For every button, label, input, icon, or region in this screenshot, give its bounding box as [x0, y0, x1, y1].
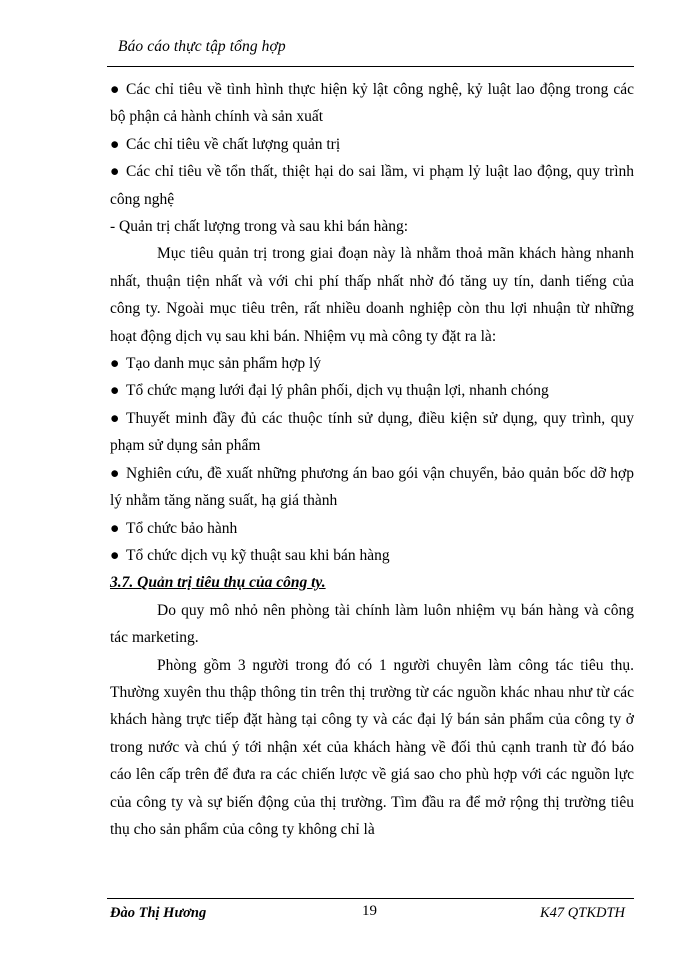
paragraph: Phòng gồm 3 người trong đó có 1 người chuyên làm công tác tiêu thụ. Thường xuyên thu thập thông tin trên thị trường từ các nguồn khác nhau như từ các khách hàng trực tiếp đặt hàng tại công ty và các đại lý bán sản phẩm của công ty ở trong nước và chú ý tới nhận xét của khách hàng về đối thủ cạnh tranh từ đó báo cáo lên cấp trên để đưa ra các chiến lược về giá sao cho phù hợp với các nguồn lực của công ty và sự biến động của thị trường. Tìm đầu ra để mở rộng thị trường tiêu thụ cho sản phẩm của công ty không chỉ là	[110, 656, 634, 838]
bullet-item	[110, 131, 634, 158]
bullet-text: Các chỉ tiêu về tình hình thực hiện kỷ lật công nghệ, kỷ luật lao động trong các bộ phận cả hành chính và sản xuất	[110, 81, 634, 126]
bullet-icon: ●	[110, 464, 120, 482]
bullet-text: Thuyết minh đầy đủ các thuộc tính sử dụng, điều kiện sử dụng, quy trình, quy phạm sử dụng sản phẩm	[110, 409, 634, 455]
header-divider	[107, 66, 634, 67]
bullet-text: Các chỉ tiêu về chất lượng quản trị	[126, 135, 341, 153]
bullet-item	[110, 460, 634, 515]
document-body	[110, 76, 634, 843]
bullet-item	[110, 377, 634, 404]
bullet-item	[110, 515, 634, 542]
footer-author: Đào Thị Hương	[110, 905, 207, 921]
bullet-text: Tổ chức bảo hành	[126, 519, 238, 537]
bullet-item	[110, 405, 634, 460]
bullet-icon: ●	[110, 409, 120, 427]
page-header-title: Báo cáo thực tập tổng hợp	[118, 38, 286, 55]
footer-divider	[107, 898, 634, 899]
bullet-text: Tổ chức mạng lưới đại lý phân phối, dịch vụ thuận lợi, nhanh chóng	[126, 382, 549, 400]
bullet-icon: ●	[110, 546, 120, 564]
paragraph: Mục tiêu quản trị trong giai đoạn này là nhằm thoả mãn khách hàng nhanh nhất, thuận tiện nhất và với chi phí thấp nhất nhờ đó tăng uy tín, danh tiếng của công ty. Ngoài mục tiêu trên, rất nhiều doanh nghiệp còn thu lợi nhuận từ những hoạt động dịch vụ sau khi bán. Nhiệm vụ mà công ty đặt ra là:	[110, 245, 634, 345]
sub-heading: - Quản trị chất lượng trong và sau khi bán hàng:	[110, 218, 409, 236]
bullet-item	[110, 350, 634, 377]
bullet-item	[110, 542, 634, 569]
footer-class-code: K47 QTKDTH	[540, 905, 626, 921]
bullet-icon: ●	[110, 382, 120, 400]
bullet-icon: ●	[110, 519, 120, 537]
bullet-text: Các chỉ tiêu về tổn thất, thiệt hại do sai lầm, vi phạm lỷ luật lao động, quy trình công nghệ	[110, 163, 634, 208]
bullet-icon: ●	[110, 135, 120, 153]
bullet-text: Tạo danh mục sản phẩm hợp lý	[126, 355, 322, 373]
bullet-icon: ●	[110, 81, 120, 98]
section-heading: 3.7. Quản trị tiêu thụ của công ty.	[110, 574, 326, 592]
bullet-text: Tổ chức dịch vụ kỹ thuật sau khi bán hàng	[126, 546, 390, 564]
bullet-item	[110, 158, 634, 213]
bullet-icon: ●	[110, 355, 120, 373]
bullet-item	[110, 76, 634, 131]
bullet-text: Nghiên cứu, đề xuất những phương án bao gói vận chuyển, bảo quản bốc dỡ hợp lý nhằm tăng năng suất, hạ giá thành	[110, 464, 634, 510]
paragraph: Do quy mô nhỏ nên phòng tài chính làm luôn nhiệm vụ bán hàng và công tác marketing.	[110, 601, 634, 647]
page-number: 19	[362, 903, 377, 919]
bullet-icon: ●	[110, 163, 120, 181]
